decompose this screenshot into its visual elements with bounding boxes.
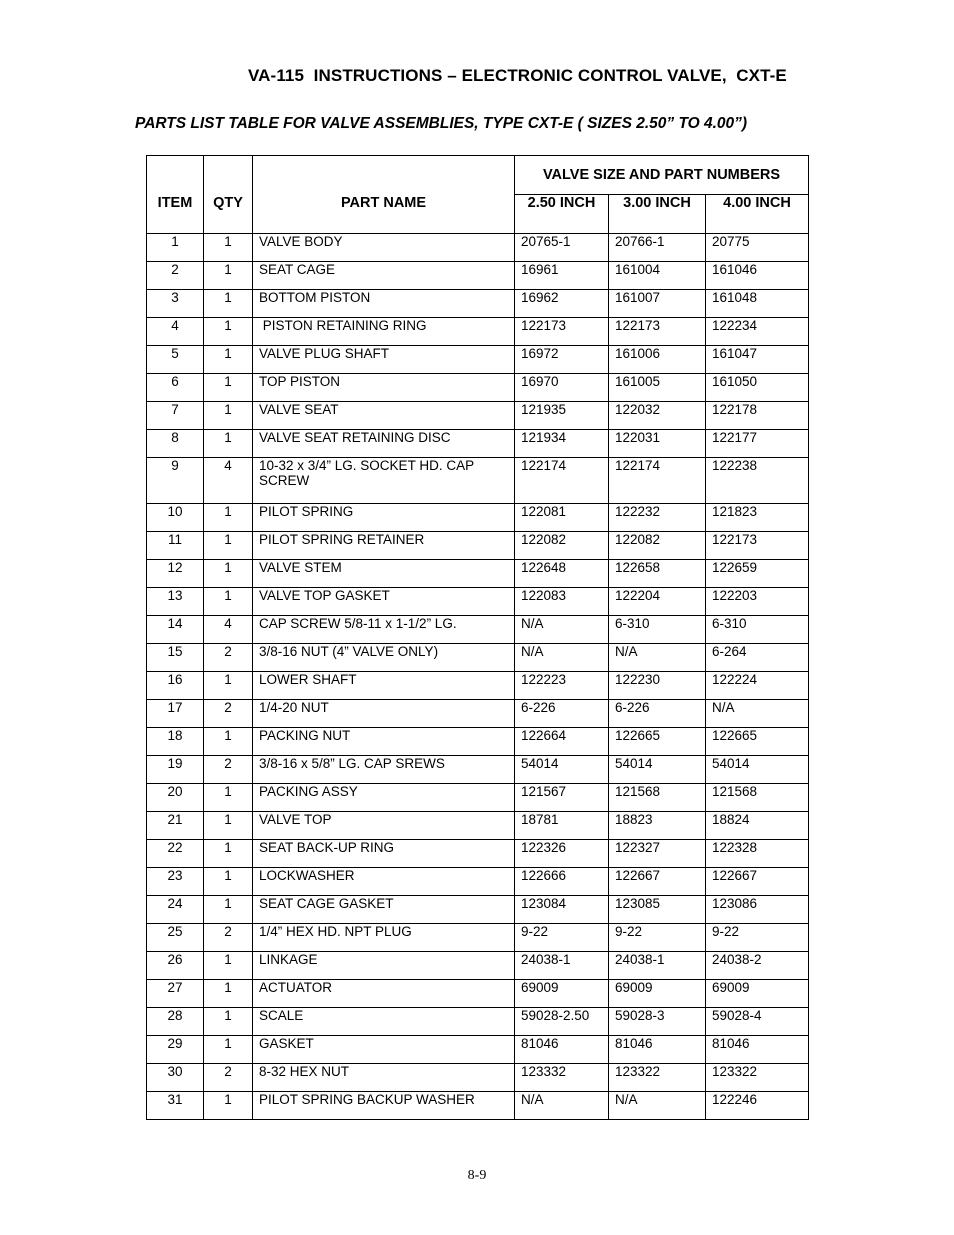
table-row — [147, 458, 809, 504]
part-number-2-50-cell: 123332 — [515, 1064, 609, 1092]
quantity-cell: 1 — [204, 840, 253, 868]
part-number-4-00-cell: 121568 — [706, 784, 809, 812]
part-number-4-00-cell: 161046 — [706, 262, 809, 290]
part-name-cell: 8-32 HEX NUT — [253, 1064, 515, 1092]
part-number-2-50-cell: N/A — [515, 644, 609, 672]
table-row — [147, 924, 809, 952]
part-number-3-00-cell: 69009 — [609, 980, 706, 1008]
table-row — [147, 588, 809, 616]
table-header-row-top — [147, 156, 809, 195]
header-size-4-00: 4.00 INCH — [706, 195, 809, 234]
part-number-4-00-cell: 122178 — [706, 402, 809, 430]
quantity-cell: 1 — [204, 346, 253, 374]
part-number-2-50-cell: 20765-1 — [515, 234, 609, 262]
part-number-3-00-cell: 122174 — [609, 458, 706, 504]
part-number-4-00-cell: 123322 — [706, 1064, 809, 1092]
part-number-2-50-cell: 16961 — [515, 262, 609, 290]
part-name-cell: CAP SCREW 5/8-11 x 1-1/2” LG. — [253, 616, 515, 644]
table-row — [147, 430, 809, 458]
part-name-cell: VALVE TOP GASKET — [253, 588, 515, 616]
item-number-cell: 13 — [147, 588, 204, 616]
part-number-4-00-cell: 122667 — [706, 868, 809, 896]
part-number-3-00-cell: 123322 — [609, 1064, 706, 1092]
part-number-4-00-cell: 122246 — [706, 1092, 809, 1120]
quantity-cell: 1 — [204, 896, 253, 924]
quantity-cell: 1 — [204, 784, 253, 812]
table-row — [147, 784, 809, 812]
part-number-4-00-cell: 20775 — [706, 234, 809, 262]
part-name-cell: SEAT CAGE — [253, 262, 515, 290]
part-number-2-50-cell: 122223 — [515, 672, 609, 700]
item-number-cell: 24 — [147, 896, 204, 924]
quantity-cell: 1 — [204, 672, 253, 700]
part-number-4-00-cell: 69009 — [706, 980, 809, 1008]
table-row — [147, 812, 809, 840]
part-number-2-50-cell: 122666 — [515, 868, 609, 896]
part-number-3-00-cell: 122232 — [609, 504, 706, 532]
table-row — [147, 1092, 809, 1120]
quantity-cell: 1 — [204, 430, 253, 458]
part-number-4-00-cell: 123086 — [706, 896, 809, 924]
quantity-cell: 2 — [204, 1064, 253, 1092]
part-number-4-00-cell: 122328 — [706, 840, 809, 868]
table-header-row — [147, 195, 809, 234]
item-number-cell: 1 — [147, 234, 204, 262]
item-number-cell: 3 — [147, 290, 204, 318]
part-number-2-50-cell: 123084 — [515, 896, 609, 924]
quantity-cell: 2 — [204, 700, 253, 728]
table-row — [147, 868, 809, 896]
part-number-2-50-cell: 16962 — [515, 290, 609, 318]
quantity-cell: 1 — [204, 728, 253, 756]
item-number-cell: 8 — [147, 430, 204, 458]
part-name-cell: VALVE SEAT RETAINING DISC — [253, 430, 515, 458]
part-number-2-50-cell: N/A — [515, 1092, 609, 1120]
part-number-3-00-cell: 122204 — [609, 588, 706, 616]
part-number-3-00-cell: 122665 — [609, 728, 706, 756]
part-number-4-00-cell: 6-264 — [706, 644, 809, 672]
quantity-cell: 4 — [204, 458, 253, 504]
quantity-cell: 1 — [204, 980, 253, 1008]
header-blank-part-name — [253, 156, 515, 195]
part-number-4-00-cell: 121823 — [706, 504, 809, 532]
part-number-4-00-cell: 122234 — [706, 318, 809, 346]
part-number-2-50-cell: 122174 — [515, 458, 609, 504]
part-number-3-00-cell: 18823 — [609, 812, 706, 840]
part-name-cell: PILOT SPRING RETAINER — [253, 532, 515, 560]
part-number-2-50-cell: 122081 — [515, 504, 609, 532]
part-name-cell: VALVE PLUG SHAFT — [253, 346, 515, 374]
parts-table-body — [147, 234, 809, 1120]
part-number-3-00-cell: 81046 — [609, 1036, 706, 1064]
quantity-cell: 2 — [204, 644, 253, 672]
part-name-cell: SCALE — [253, 1008, 515, 1036]
header-part-name: PART NAME — [253, 195, 515, 234]
part-name-cell: VALVE SEAT — [253, 402, 515, 430]
header-item: ITEM — [147, 195, 204, 234]
part-number-2-50-cell: 16972 — [515, 346, 609, 374]
quantity-cell: 1 — [204, 234, 253, 262]
header-size-3-00: 3.00 INCH — [609, 195, 706, 234]
part-number-4-00-cell: 122177 — [706, 430, 809, 458]
part-name-cell: LOWER SHAFT — [253, 672, 515, 700]
part-name-cell: VALVE TOP — [253, 812, 515, 840]
part-number-3-00-cell: N/A — [609, 644, 706, 672]
part-number-4-00-cell: 161047 — [706, 346, 809, 374]
quantity-cell: 2 — [204, 756, 253, 784]
part-name-cell: VALVE STEM — [253, 560, 515, 588]
table-row — [147, 346, 809, 374]
table-row — [147, 756, 809, 784]
part-number-4-00-cell: 54014 — [706, 756, 809, 784]
part-number-4-00-cell: 81046 — [706, 1036, 809, 1064]
table-row — [147, 290, 809, 318]
table-row — [147, 644, 809, 672]
item-number-cell: 12 — [147, 560, 204, 588]
part-number-3-00-cell: 122031 — [609, 430, 706, 458]
table-row — [147, 840, 809, 868]
part-number-3-00-cell: 161005 — [609, 374, 706, 402]
item-number-cell: 27 — [147, 980, 204, 1008]
part-number-3-00-cell: 59028-3 — [609, 1008, 706, 1036]
part-number-2-50-cell: 122326 — [515, 840, 609, 868]
part-number-2-50-cell: 122664 — [515, 728, 609, 756]
header-valve-size-group: VALVE SIZE AND PART NUMBERS — [515, 156, 809, 195]
item-number-cell: 14 — [147, 616, 204, 644]
part-number-3-00-cell: 123085 — [609, 896, 706, 924]
quantity-cell: 1 — [204, 1036, 253, 1064]
part-number-2-50-cell: 9-22 — [515, 924, 609, 952]
part-number-4-00-cell: 161050 — [706, 374, 809, 402]
table-row — [147, 700, 809, 728]
quantity-cell: 1 — [204, 1092, 253, 1120]
part-number-3-00-cell: 161006 — [609, 346, 706, 374]
quantity-cell: 1 — [204, 588, 253, 616]
part-number-4-00-cell: 6-310 — [706, 616, 809, 644]
part-number-2-50-cell: 121935 — [515, 402, 609, 430]
table-row — [147, 234, 809, 262]
quantity-cell: 1 — [204, 318, 253, 346]
part-name-cell: GASKET — [253, 1036, 515, 1064]
part-number-2-50-cell: 69009 — [515, 980, 609, 1008]
part-number-4-00-cell: 122173 — [706, 532, 809, 560]
table-row — [147, 1036, 809, 1064]
item-number-cell: 19 — [147, 756, 204, 784]
part-number-3-00-cell: 161007 — [609, 290, 706, 318]
part-number-2-50-cell: 122082 — [515, 532, 609, 560]
table-row — [147, 402, 809, 430]
part-name-cell: PACKING NUT — [253, 728, 515, 756]
part-number-3-00-cell: 122082 — [609, 532, 706, 560]
header-blank-item — [147, 156, 204, 195]
quantity-cell: 1 — [204, 1008, 253, 1036]
item-number-cell: 16 — [147, 672, 204, 700]
item-number-cell: 10 — [147, 504, 204, 532]
part-name-cell: 3/8-16 NUT (4” VALVE ONLY) — [253, 644, 515, 672]
parts-list-table — [146, 155, 809, 1120]
part-name-cell: 1/4” HEX HD. NPT PLUG — [253, 924, 515, 952]
table-row — [147, 532, 809, 560]
part-number-3-00-cell: 122327 — [609, 840, 706, 868]
quantity-cell: 1 — [204, 262, 253, 290]
part-name-cell: PILOT SPRING BACKUP WASHER — [253, 1092, 515, 1120]
table-row — [147, 952, 809, 980]
part-number-4-00-cell: 122203 — [706, 588, 809, 616]
part-number-4-00-cell: 122659 — [706, 560, 809, 588]
table-row — [147, 504, 809, 532]
part-name-cell: PILOT SPRING — [253, 504, 515, 532]
header-qty: QTY — [204, 195, 253, 234]
quantity-cell: 1 — [204, 952, 253, 980]
quantity-cell: 1 — [204, 504, 253, 532]
item-number-cell: 2 — [147, 262, 204, 290]
part-number-3-00-cell: 122032 — [609, 402, 706, 430]
part-number-3-00-cell: 122667 — [609, 868, 706, 896]
quantity-cell: 1 — [204, 812, 253, 840]
quantity-cell: 1 — [204, 402, 253, 430]
part-number-3-00-cell: 20766-1 — [609, 234, 706, 262]
table-row — [147, 318, 809, 346]
part-name-cell: PISTON RETAINING RING — [253, 318, 515, 346]
item-number-cell: 21 — [147, 812, 204, 840]
part-number-2-50-cell: 59028-2.50 — [515, 1008, 609, 1036]
part-name-cell: 3/8-16 x 5/8” LG. CAP SREWS — [253, 756, 515, 784]
part-name-cell: TOP PISTON — [253, 374, 515, 402]
table-title: PARTS LIST TABLE FOR VALVE ASSEMBLIES, TYPE CXT-E ( SIZES 2.50” TO 4.00”) — [135, 115, 748, 132]
part-name-cell: PACKING ASSY — [253, 784, 515, 812]
page-title: VA-115 INSTRUCTIONS – ELECTRONIC CONTROL VALVE, CXT-E — [248, 66, 787, 85]
part-number-3-00-cell: 121568 — [609, 784, 706, 812]
part-number-3-00-cell: 24038-1 — [609, 952, 706, 980]
part-number-4-00-cell: 122665 — [706, 728, 809, 756]
item-number-cell: 18 — [147, 728, 204, 756]
item-number-cell: 31 — [147, 1092, 204, 1120]
part-number-4-00-cell: 9-22 — [706, 924, 809, 952]
part-number-2-50-cell: 18781 — [515, 812, 609, 840]
item-number-cell: 4 — [147, 318, 204, 346]
quantity-cell: 1 — [204, 868, 253, 896]
part-number-2-50-cell: 121567 — [515, 784, 609, 812]
table-row — [147, 262, 809, 290]
part-name-cell: VALVE BODY — [253, 234, 515, 262]
part-number-4-00-cell: 24038-2 — [706, 952, 809, 980]
quantity-cell: 4 — [204, 616, 253, 644]
part-number-3-00-cell: 6-310 — [609, 616, 706, 644]
part-number-3-00-cell: 122230 — [609, 672, 706, 700]
quantity-cell: 2 — [204, 924, 253, 952]
part-number-3-00-cell: 122658 — [609, 560, 706, 588]
item-number-cell: 9 — [147, 458, 204, 504]
table-row — [147, 896, 809, 924]
part-name-cell: LOCKWASHER — [253, 868, 515, 896]
quantity-cell: 1 — [204, 290, 253, 318]
part-name-cell: 10-32 x 3/4” LG. SOCKET HD. CAP SCREW — [253, 458, 515, 504]
item-number-cell: 26 — [147, 952, 204, 980]
part-number-3-00-cell: 122173 — [609, 318, 706, 346]
part-number-3-00-cell: 9-22 — [609, 924, 706, 952]
item-number-cell: 29 — [147, 1036, 204, 1064]
part-name-cell: 1/4-20 NUT — [253, 700, 515, 728]
quantity-cell: 1 — [204, 560, 253, 588]
part-number-2-50-cell: 16970 — [515, 374, 609, 402]
quantity-cell: 1 — [204, 374, 253, 402]
table-row — [147, 728, 809, 756]
header-blank-qty — [204, 156, 253, 195]
item-number-cell: 22 — [147, 840, 204, 868]
table-row — [147, 1008, 809, 1036]
item-number-cell: 15 — [147, 644, 204, 672]
part-number-4-00-cell: N/A — [706, 700, 809, 728]
table-row — [147, 560, 809, 588]
item-number-cell: 7 — [147, 402, 204, 430]
quantity-cell: 1 — [204, 532, 253, 560]
part-number-2-50-cell: 54014 — [515, 756, 609, 784]
part-number-3-00-cell: 161004 — [609, 262, 706, 290]
part-number-4-00-cell: 122224 — [706, 672, 809, 700]
item-number-cell: 6 — [147, 374, 204, 402]
part-number-2-50-cell: 122648 — [515, 560, 609, 588]
item-number-cell: 23 — [147, 868, 204, 896]
part-number-4-00-cell: 161048 — [706, 290, 809, 318]
part-name-cell: ACTUATOR — [253, 980, 515, 1008]
item-number-cell: 20 — [147, 784, 204, 812]
part-number-2-50-cell: N/A — [515, 616, 609, 644]
table-row — [147, 374, 809, 402]
part-number-3-00-cell: 6-226 — [609, 700, 706, 728]
part-name-cell: SEAT BACK-UP RING — [253, 840, 515, 868]
item-number-cell: 5 — [147, 346, 204, 374]
part-number-4-00-cell: 122238 — [706, 458, 809, 504]
part-number-3-00-cell: 54014 — [609, 756, 706, 784]
part-number-2-50-cell: 121934 — [515, 430, 609, 458]
part-name-cell: SEAT CAGE GASKET — [253, 896, 515, 924]
part-number-2-50-cell: 81046 — [515, 1036, 609, 1064]
item-number-cell: 28 — [147, 1008, 204, 1036]
item-number-cell: 11 — [147, 532, 204, 560]
item-number-cell: 17 — [147, 700, 204, 728]
table-row — [147, 672, 809, 700]
item-number-cell: 30 — [147, 1064, 204, 1092]
part-number-2-50-cell: 122083 — [515, 588, 609, 616]
part-number-4-00-cell: 59028-4 — [706, 1008, 809, 1036]
part-number-2-50-cell: 24038-1 — [515, 952, 609, 980]
part-number-4-00-cell: 18824 — [706, 812, 809, 840]
table-row — [147, 980, 809, 1008]
part-number-3-00-cell: N/A — [609, 1092, 706, 1120]
part-number-2-50-cell: 6-226 — [515, 700, 609, 728]
item-number-cell: 25 — [147, 924, 204, 952]
part-number-2-50-cell: 122173 — [515, 318, 609, 346]
header-size-2-50: 2.50 INCH — [515, 195, 609, 234]
part-name-cell: BOTTOM PISTON — [253, 290, 515, 318]
table-row — [147, 1064, 809, 1092]
part-name-cell: LINKAGE — [253, 952, 515, 980]
table-row — [147, 616, 809, 644]
page-number: 8-9 — [467, 1168, 487, 1183]
